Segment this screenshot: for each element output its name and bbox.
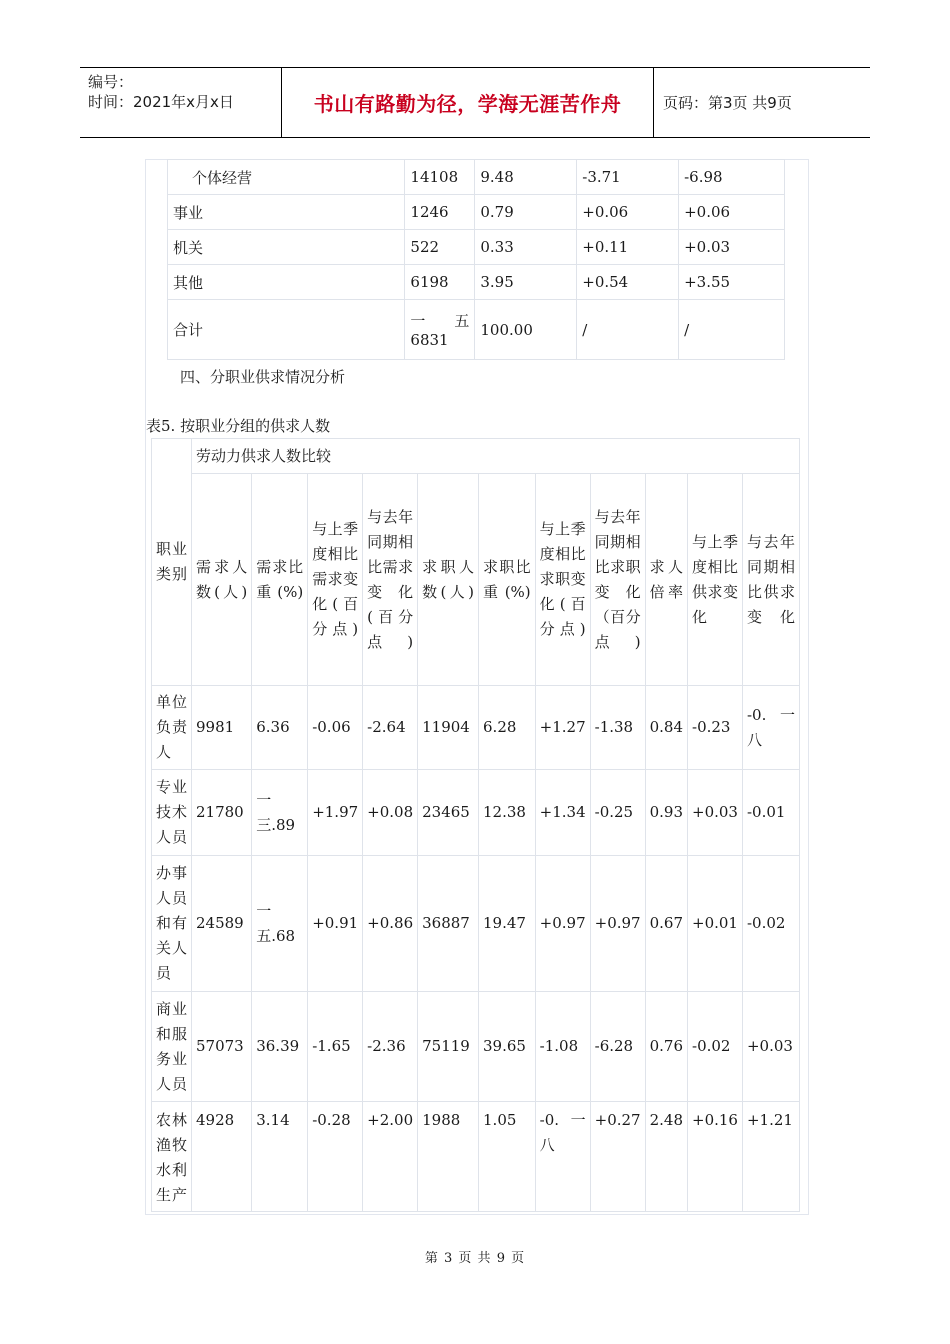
cell: +0.97 bbox=[590, 856, 645, 992]
cell: 11904 bbox=[418, 686, 479, 770]
text-part: 八 bbox=[539, 1136, 555, 1154]
page-header bbox=[80, 67, 870, 138]
header-row bbox=[152, 439, 800, 474]
table-row bbox=[152, 992, 800, 1102]
cell: -2.64 bbox=[363, 686, 418, 770]
cell: +3.55 bbox=[679, 265, 785, 300]
cell: 6.28 bbox=[479, 686, 536, 770]
occupation-cell: 商业和服务业人员 bbox=[152, 992, 192, 1102]
column-header: 需求比重(%) bbox=[252, 474, 308, 686]
cell bbox=[535, 1102, 590, 1212]
cell: +1.21 bbox=[742, 1102, 799, 1212]
table-caption: 表5. 按职业分组的供求人数 bbox=[146, 417, 331, 435]
text-part: 一 bbox=[256, 901, 272, 920]
split-text bbox=[540, 1108, 586, 1133]
cell: 0.67 bbox=[645, 856, 687, 992]
table-row bbox=[152, 856, 800, 992]
text-part: 一 bbox=[570, 1111, 586, 1129]
cell: -0.02 bbox=[742, 856, 799, 992]
cell: / bbox=[577, 300, 679, 360]
cell: 2.48 bbox=[645, 1102, 687, 1212]
cell: +0.91 bbox=[308, 856, 363, 992]
cell: +0.08 bbox=[363, 770, 418, 856]
occupation-header: 职业类别 bbox=[152, 439, 192, 686]
cell: +0.27 bbox=[590, 1102, 645, 1212]
text-part: -0. bbox=[539, 1111, 560, 1129]
header-meta bbox=[80, 68, 281, 137]
split-text bbox=[747, 703, 795, 728]
cell: +0.03 bbox=[688, 770, 743, 856]
cell: 19.47 bbox=[479, 856, 536, 992]
cell: +0.86 bbox=[363, 856, 418, 992]
text-part: 一 bbox=[410, 312, 426, 330]
column-header: 与上季度相比需求变化(百分点) bbox=[308, 474, 363, 686]
cell: +0.06 bbox=[577, 195, 679, 230]
text-part: 五 bbox=[454, 312, 470, 330]
header-row bbox=[152, 474, 800, 686]
total-value-cell bbox=[405, 300, 475, 360]
cell: +1.34 bbox=[535, 770, 590, 856]
cell: 1988 bbox=[418, 1102, 479, 1212]
text-part: -0. bbox=[746, 705, 767, 724]
cell: -1.08 bbox=[535, 992, 590, 1102]
cell: 39.65 bbox=[479, 992, 536, 1102]
cell: 75119 bbox=[418, 992, 479, 1102]
column-header: 与去年同期相比供求变化 bbox=[742, 474, 799, 686]
cell: +0.16 bbox=[688, 1102, 743, 1212]
cell: -0.02 bbox=[688, 992, 743, 1102]
cell: 0.93 bbox=[645, 770, 687, 856]
table-row bbox=[168, 195, 785, 230]
occupation-cell: 农林渔牧水利生产 bbox=[152, 1102, 192, 1212]
table-row bbox=[168, 265, 785, 300]
cell: 522 bbox=[405, 230, 475, 265]
cell: 21780 bbox=[191, 770, 251, 856]
column-header: 求人倍率 bbox=[645, 474, 687, 686]
cell: -0.23 bbox=[688, 686, 743, 770]
column-header: 与上季度相比供求变化 bbox=[688, 474, 743, 686]
cell: 6198 bbox=[405, 265, 475, 300]
cell: 14108 bbox=[405, 160, 475, 195]
cell: +0.54 bbox=[577, 265, 679, 300]
page-footer: 第 3 页 共 9 页 bbox=[424, 1251, 526, 1266]
cell: 3.95 bbox=[475, 265, 577, 300]
header-motto-cell bbox=[281, 68, 654, 137]
header-page-cell bbox=[654, 68, 870, 137]
cell bbox=[742, 686, 799, 770]
table-row bbox=[152, 1102, 800, 1212]
cell: -1.38 bbox=[590, 686, 645, 770]
motto: 书山有路勤为径，学海无涯苦作舟 bbox=[313, 92, 622, 116]
column-header: 与上季度相比求职变化(百分点) bbox=[535, 474, 590, 686]
employer-type-table bbox=[167, 159, 785, 360]
cell: +0.03 bbox=[679, 230, 785, 265]
cell: 1.05 bbox=[479, 1102, 536, 1212]
cell: 0.84 bbox=[645, 686, 687, 770]
cell: -0.28 bbox=[308, 1102, 363, 1212]
cell: 24589 bbox=[191, 856, 251, 992]
table-row bbox=[168, 160, 785, 195]
text-part: 一 bbox=[779, 705, 795, 724]
cell: -0.01 bbox=[742, 770, 799, 856]
cell: 36.39 bbox=[252, 992, 308, 1102]
cell: -0.25 bbox=[590, 770, 645, 856]
cell: 23465 bbox=[418, 770, 479, 856]
row-name: 事业 bbox=[168, 195, 405, 230]
text-part: 三.89 bbox=[256, 815, 296, 834]
row-name: 其他 bbox=[168, 265, 405, 300]
cell: -1.65 bbox=[308, 992, 363, 1102]
occupation-table bbox=[151, 438, 800, 1212]
cell: -6.28 bbox=[590, 992, 645, 1102]
column-header: 求职比重(%) bbox=[479, 474, 536, 686]
row-name: 个体经营 bbox=[168, 160, 405, 195]
cell bbox=[252, 770, 308, 856]
text-part: 一 bbox=[256, 790, 272, 809]
cell: 0.76 bbox=[645, 992, 687, 1102]
cell: -3.71 bbox=[577, 160, 679, 195]
cell: 6.36 bbox=[252, 686, 308, 770]
cell: +0.03 bbox=[742, 992, 799, 1102]
total-row bbox=[168, 300, 785, 360]
row-name: 合计 bbox=[168, 300, 405, 360]
cell: +0.11 bbox=[577, 230, 679, 265]
occupation-cell: 专业技术人员 bbox=[152, 770, 192, 856]
page-label: 页码：第3页 共9页 bbox=[663, 94, 792, 112]
section-title: 四、分职业供求情况分析 bbox=[180, 368, 346, 386]
cell: +0.01 bbox=[688, 856, 743, 992]
cell: 9981 bbox=[191, 686, 251, 770]
table-row bbox=[152, 686, 800, 770]
cell: 0.33 bbox=[475, 230, 577, 265]
cell: 100.00 bbox=[475, 300, 577, 360]
table-row bbox=[168, 230, 785, 265]
cell: 57073 bbox=[191, 992, 251, 1102]
group-header: 劳动力供求人数比较 bbox=[191, 439, 799, 474]
occupation-cell: 办事人员和有关人员 bbox=[152, 856, 192, 992]
cell: +1.27 bbox=[535, 686, 590, 770]
table-row bbox=[152, 770, 800, 856]
number-label: 编号： bbox=[88, 73, 134, 91]
date-label: 时间：2021年x月x日 bbox=[88, 93, 234, 111]
column-header: 与去年同期相比求职变化（百分点) bbox=[590, 474, 645, 686]
cell: +2.00 bbox=[363, 1102, 418, 1212]
cell: +0.97 bbox=[535, 856, 590, 992]
column-header: 需求人数(人) bbox=[191, 474, 251, 686]
column-header: 求职人数(人) bbox=[418, 474, 479, 686]
text-part: 八 bbox=[746, 730, 762, 749]
cell: 9.48 bbox=[475, 160, 577, 195]
cell: / bbox=[679, 300, 785, 360]
cell: 4928 bbox=[191, 1102, 251, 1212]
cell: 12.38 bbox=[479, 770, 536, 856]
cell: -0.06 bbox=[308, 686, 363, 770]
cell: 0.79 bbox=[475, 195, 577, 230]
cell: +0.06 bbox=[679, 195, 785, 230]
occupation-cell: 单位负责人 bbox=[152, 686, 192, 770]
split-text bbox=[410, 310, 469, 331]
cell: 36887 bbox=[418, 856, 479, 992]
text-part: 6831 bbox=[410, 331, 449, 349]
cell: 1246 bbox=[405, 195, 475, 230]
cell: -6.98 bbox=[679, 160, 785, 195]
cell bbox=[252, 856, 308, 992]
text-part: 五.68 bbox=[256, 926, 296, 945]
cell: +1.97 bbox=[308, 770, 363, 856]
cell: -2.36 bbox=[363, 992, 418, 1102]
row-name: 机关 bbox=[168, 230, 405, 265]
cell: 3.14 bbox=[252, 1102, 308, 1212]
column-header: 与去年同期相比需求变化(百分点) bbox=[363, 474, 418, 686]
